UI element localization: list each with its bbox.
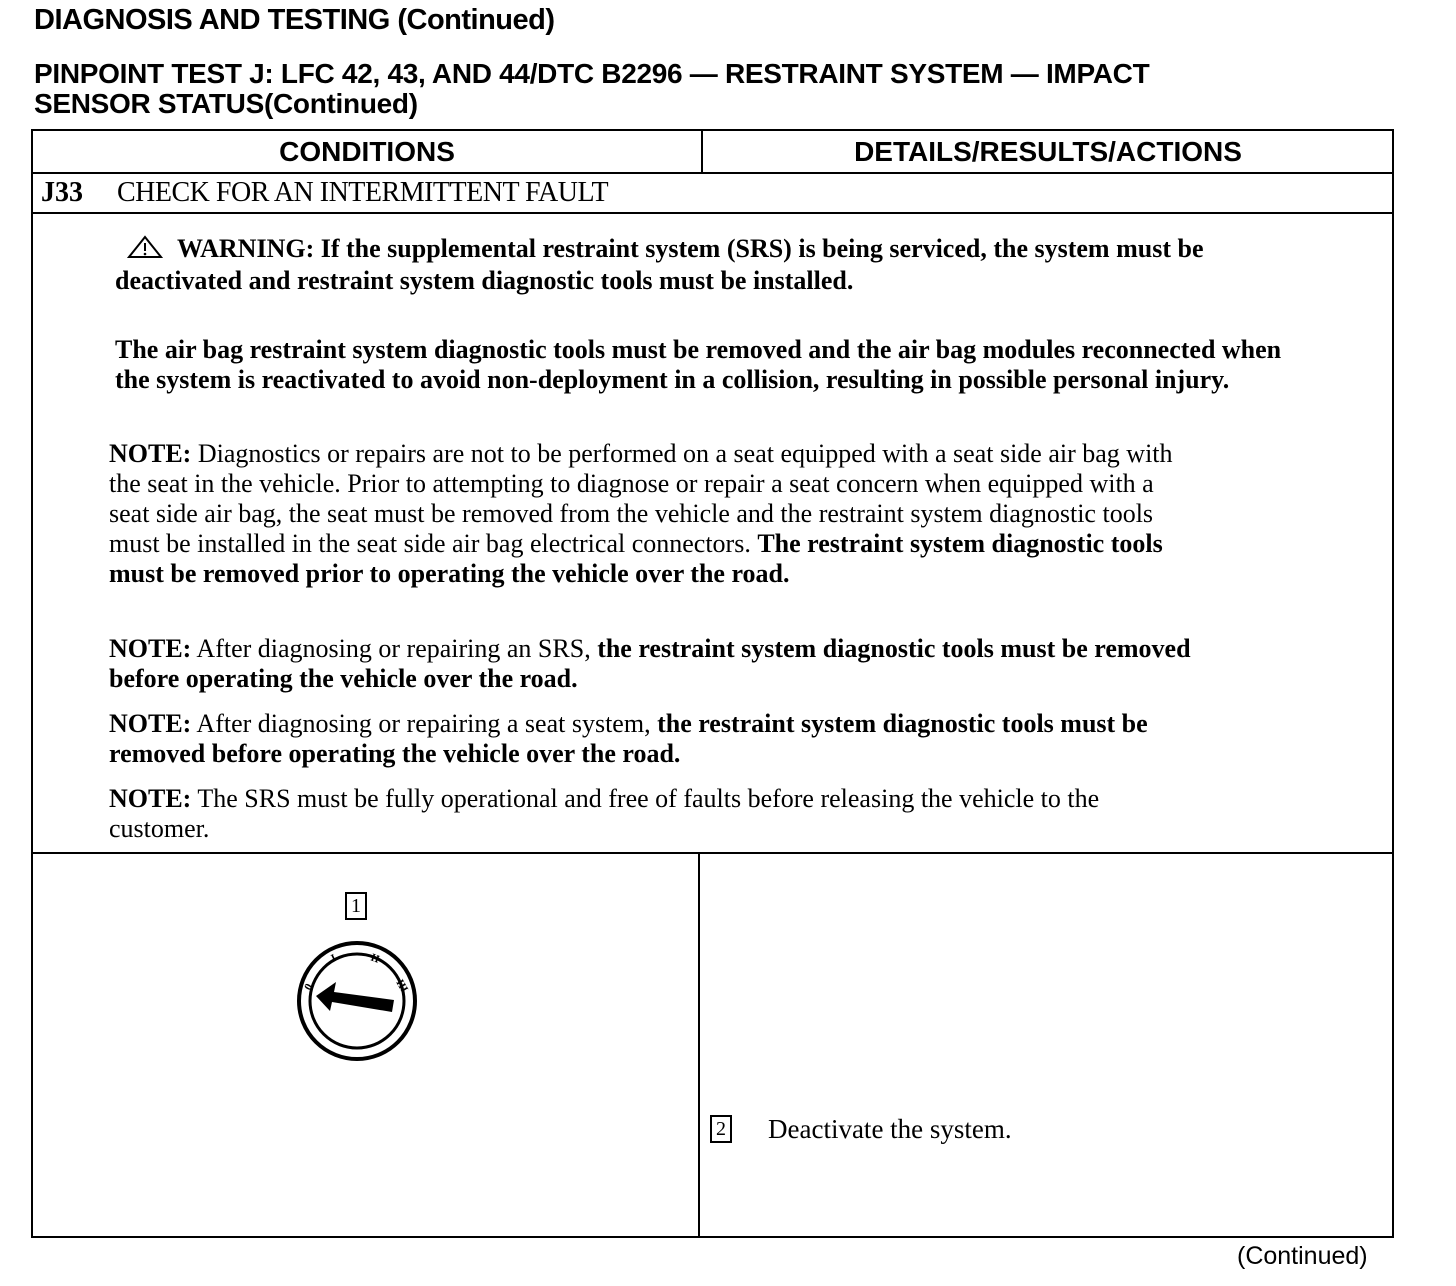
note-text: The SRS must be fully operational and free of faults before releasing the vehicle to the customer. bbox=[109, 784, 1100, 843]
warning-label: WARNING: bbox=[177, 234, 315, 263]
action-text: Deactivate the system. bbox=[768, 1114, 1012, 1144]
warning-text-2: The air bag restraint system diagnostic tools must be removed and the air bag modules reconnected when the system is reactivated to avoid non-deployment in a collision, resulting in possible personal injury. bbox=[115, 335, 1282, 394]
note-after-seat-repair bbox=[109, 709, 1199, 769]
note-bold-text: the restraint system diagnostic tools must be removed before operating the vehicle over the road. bbox=[109, 634, 1191, 693]
note-srs-operational bbox=[109, 784, 1199, 844]
ignition-switch-icon bbox=[294, 938, 420, 1069]
position-label-2: II bbox=[368, 951, 382, 966]
column-header-conditions: CONDITIONS bbox=[33, 131, 703, 172]
note-label: NOTE: bbox=[109, 784, 192, 813]
note-bold-text: the restraint system diagnostic tools must be removed before operating the vehicle over the road. bbox=[109, 709, 1148, 768]
pinpoint-test-title-line-1: PINPOINT TEST J: LFC 42, 43, AND 44/DTC B2296 — RESTRAINT SYSTEM — IMPACT bbox=[34, 58, 1150, 89]
action-row bbox=[33, 852, 1392, 1238]
step-row bbox=[33, 174, 1392, 214]
note-text: After diagnosing or repairing an SRS, bbox=[196, 634, 591, 663]
page-title: DIAGNOSIS AND TESTING (Continued) bbox=[34, 4, 555, 36]
note-bold-text: The restraint system diagnostic tools must be removed prior to operating the vehicle over the road. bbox=[109, 529, 1163, 588]
note-seat-side-air-bag bbox=[109, 439, 1199, 589]
warning-block bbox=[115, 234, 1315, 296]
position-label-1: I bbox=[329, 952, 339, 965]
callout-1: 1 bbox=[345, 892, 367, 920]
pinpoint-test-title bbox=[34, 59, 1404, 119]
callout-2: 2 bbox=[710, 1115, 732, 1143]
warning-text: If the supplemental restraint system (SRS) is being serviced, the system must be deactivated and restraint system diagnostic tools must be installed. bbox=[115, 234, 1204, 295]
position-label-0: 0 bbox=[302, 981, 316, 993]
table-header-row bbox=[33, 131, 1392, 174]
column-header-details: DETAILS/RESULTS/ACTIONS bbox=[854, 135, 1242, 167]
step-id: J33 bbox=[41, 177, 83, 208]
note-label: NOTE: bbox=[109, 439, 192, 468]
step-title: CHECK FOR AN INTERMITTENT FAULT bbox=[117, 177, 609, 208]
note-text: Diagnostics or repairs are not to be performed on a seat equipped with a seat side air bag with the seat in the vehicle. Prior to attempting to diagnose or repair a seat concern when equipped with a seat side air bag, the seat must be removed from the vehicle and the restraint system diagnostic tools must be installed in the seat side air bag electrical connectors. bbox=[109, 439, 1173, 558]
continued-footer: (Continued) bbox=[1237, 1242, 1368, 1270]
conditions-cell bbox=[33, 852, 700, 1238]
note-label: NOTE: bbox=[109, 709, 192, 738]
pinpoint-test-title-line-2: SENSOR STATUS(Continued) bbox=[34, 88, 418, 119]
warning-triangle-icon bbox=[127, 235, 163, 266]
details-cell bbox=[700, 852, 1393, 1238]
position-label-3: III bbox=[393, 977, 411, 995]
note-label: NOTE: bbox=[109, 634, 192, 663]
note-text: After diagnosing or repairing a seat system, bbox=[196, 709, 651, 738]
note-after-srs-repair bbox=[109, 634, 1199, 694]
pinpoint-test-table bbox=[31, 129, 1394, 1238]
warnings-and-notes bbox=[33, 214, 1392, 854]
